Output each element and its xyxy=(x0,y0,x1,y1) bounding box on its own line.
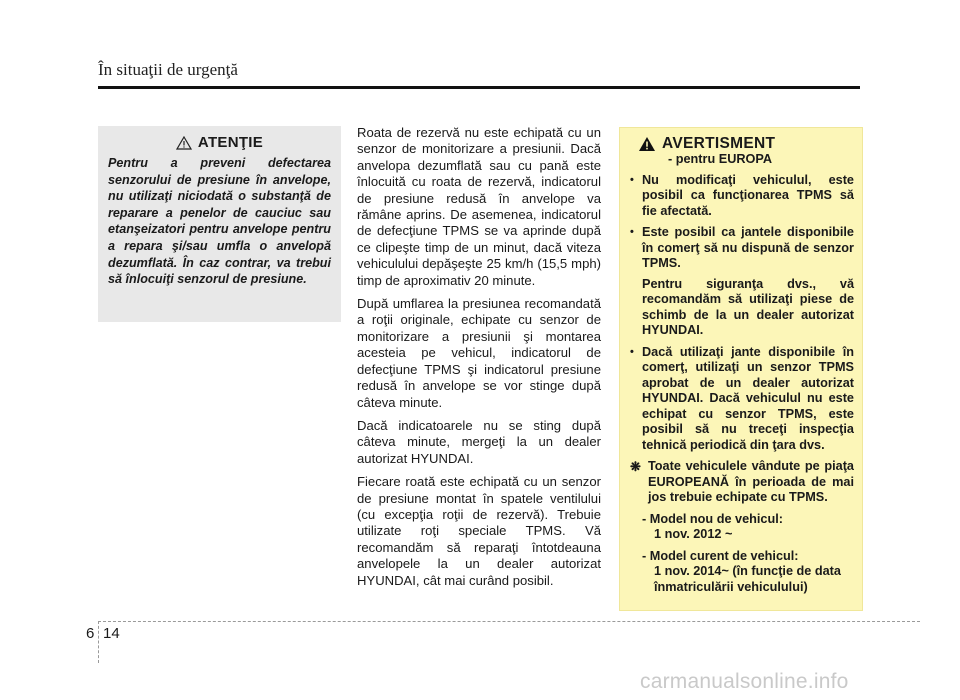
warning-bullet xyxy=(630,173,854,220)
body-paragraph: Roata de rezervă nu este echipată cu un senzor de monitorizare a presiunii. Dacă anvelopa dezumflată sau cu pană este înlocuită cu roata de rezervă, indicatorul de presiune redusă în anvelope va rămâne aprins. De asemenea, indicatorul de defecţiune TPMS se va aprinde după ce clipeşte timp de un minut, dacă viteza vehiculului depăşeşte 25 km/h (15,5 mph) timp de aproximativ 20 minute. xyxy=(357,125,601,288)
new-model-block xyxy=(642,512,854,543)
bullet-marker: • xyxy=(630,173,634,186)
caution-heading-label: ATENŢIE xyxy=(197,134,264,151)
current-model-block xyxy=(642,549,854,596)
warning-triangle-icon xyxy=(638,136,656,152)
footer-divider xyxy=(98,621,99,663)
warning-bullet-text: Dacă utilizaţi jante disponibile în comerţ, utilizaţi un senzor TPMS aprobat de un dealer autorizat HYUNDAI. Dacă vehiculul nu este echipat cu senzor TPMS, este posibil să nu treceţi inspecţia tehnică periodică din ţara dvs. xyxy=(642,344,854,452)
caution-box xyxy=(98,126,341,322)
warning-heading-label: AVERTISMENT xyxy=(662,135,776,153)
section-title: În situaţii de urgenţă xyxy=(98,60,238,79)
warning-bullet-text: Este posibil ca jantele disponibile în comerţ să nu dispună de senzor TPMS. xyxy=(642,225,854,270)
warning-subheading: - pentru EUROPA xyxy=(668,152,773,166)
current-model-label: - Model curent de vehicul: xyxy=(642,548,799,563)
star-marker-icon: ❋ xyxy=(630,459,641,474)
header-rule xyxy=(98,86,860,89)
current-model-value: 1 nov. 2014~ (în funcţie de data înmatriculării vehiculului) xyxy=(654,564,841,594)
page-number: 14 xyxy=(103,625,120,642)
body-text-column xyxy=(357,125,601,596)
warning-box xyxy=(619,127,863,611)
body-paragraph: Dacă indicatoarele nu se sting după câteva minute, mergeţi la un dealer autorizat HYUNDAI. xyxy=(357,417,601,466)
new-model-value: 1 nov. 2012 ~ xyxy=(654,527,733,541)
chapter-number: 6 xyxy=(86,625,95,642)
star-note-text: Toate vehiculele vândute pe piaţa EUROPEANĂ în perioada de mai jos trebuie echipate cu TPMS. xyxy=(648,459,854,504)
body-paragraph: Fiecare roată este echipată cu un senzor de presiune montat în spatele ventilului (cu excepţia roţii de rezervă). Trebuie utilizate roţi speciale TPMS. Vă recomandăm să reparaţi întotdeauna anvelopele la un dealer autorizat HYUNDAI, cât mai curând posibil. xyxy=(357,474,601,588)
new-model-label: - Model nou de vehicul: xyxy=(642,511,783,526)
warning-bullet-text: Pentru siguranţa dvs., vă recomandăm să utilizaţi piese de schimb de la un dealer autorizat HYUNDAI. xyxy=(642,276,854,337)
warning-bullet-text: Nu modificaţi vehiculul, este posibil ca funcţionarea TPMS să fie afectată. xyxy=(642,172,854,218)
warning-heading xyxy=(638,136,854,152)
caution-triangle-icon xyxy=(176,136,192,150)
warning-bullet xyxy=(630,345,854,454)
watermark: carmanualsonline.info xyxy=(640,670,849,693)
footer-rule xyxy=(98,621,920,622)
warning-bullet xyxy=(630,225,854,339)
bullet-marker: • xyxy=(630,345,634,358)
bullet-marker: • xyxy=(630,226,634,238)
warning-star-note xyxy=(630,459,854,506)
caution-heading xyxy=(108,134,331,151)
caution-text: Pentru a preveni defectarea senzorului de presiune în anvelope, nu utilizaţi niciodată o substanţă de reparare a penelor de cauciuc sau etanşeizatori pentru anvelope pentru a repara şi/sau umfla o anvelopă dezumflată. În caz contrar, va trebui să înlocuiţi senzorul de presiune. xyxy=(108,156,331,287)
body-paragraph: După umflarea la presiunea recomandată a roţii originale, echipate cu senzor de monitorizare a presiunii şi montarea acesteia pe vehicul, indicatorul de defecţiune TPMS şi indicatorul presiune redusă în anvelope se vor stinge după câteva minute. xyxy=(357,296,601,410)
